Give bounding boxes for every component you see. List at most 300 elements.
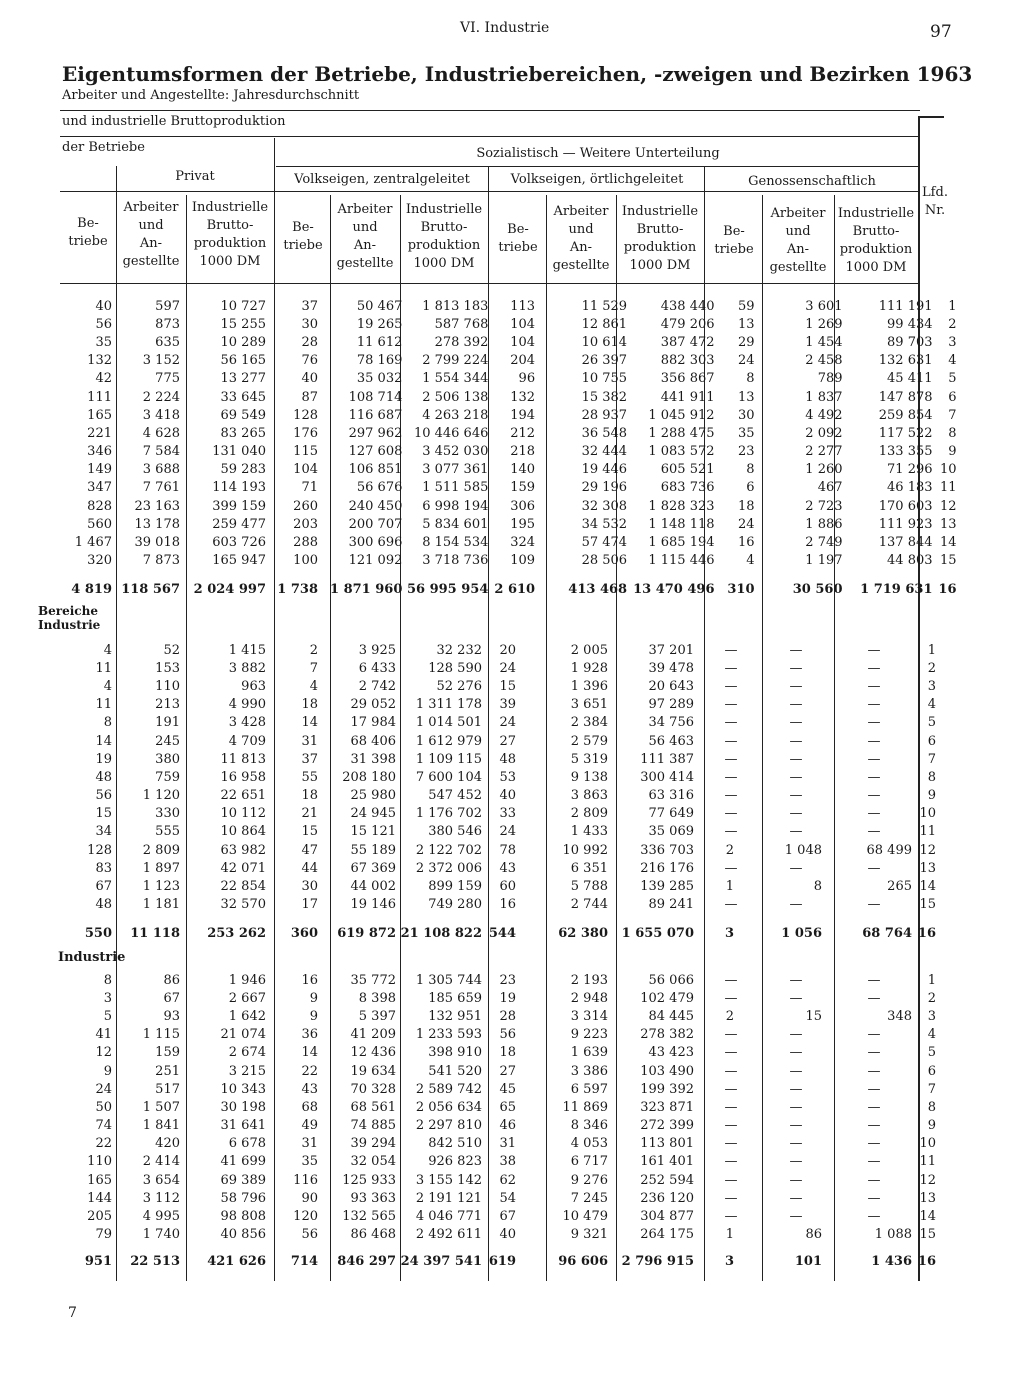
cell-betriebe-privat: 8	[103, 715, 112, 731]
cell-arbeiter-zentral: 106 851	[348, 462, 403, 478]
cell-arbeiter-privat: 3 112	[142, 1190, 180, 1206]
cell-betriebe-zentral: 17	[301, 897, 318, 913]
cell-arbeiter-privat: 873	[155, 316, 180, 332]
cell-lfd-nr: 11	[939, 480, 957, 496]
cell-produktion-zentral: 1 176 702	[415, 806, 482, 822]
table-row	[0, 659, 950, 677]
cell-betriebe-privat: 9	[103, 1063, 112, 1079]
cell-betriebe-oertlich: 40	[499, 1227, 516, 1243]
cell-arbeiter-genossen: —	[789, 715, 803, 731]
cell-betriebe-genossen: —	[724, 1081, 738, 1097]
cell-arbeiter-zentral: 19 634	[350, 1063, 396, 1079]
cell-arbeiter-oertlich: 1 928	[570, 660, 608, 676]
cell-produktion-zentral: 2 372 006	[415, 860, 482, 876]
cell-arbeiter-oertlich: 9 321	[570, 1227, 608, 1243]
cell-produktion-zentral: 1 511 585	[422, 480, 489, 496]
cell-produktion-oertlich: 252 594	[640, 1172, 694, 1188]
col-head-betriebe-zentral: Be- triebe	[283, 220, 323, 253]
cell-lfd-nr: 10	[919, 1136, 936, 1152]
cell-betriebe-genossen: —	[724, 769, 738, 785]
row-lead	[0, 479, 60, 497]
row-lead	[0, 1207, 60, 1225]
cell-arbeiter-privat: 251	[155, 1063, 180, 1079]
cell-arbeiter-zentral: 39 294	[350, 1136, 396, 1152]
cell-produktion-oertlich: 39 478	[648, 660, 694, 676]
cell-arbeiter-privat: 23 163	[134, 498, 180, 514]
cell-produktion-oertlich: 2 796 915	[621, 1254, 694, 1270]
cell-produktion-genossen: 71 296	[887, 462, 933, 478]
cell-betriebe-zentral: 90	[301, 1190, 318, 1206]
cell-arbeiter-privat: 517	[155, 1081, 180, 1097]
table-row	[0, 1007, 950, 1025]
cell-betriebe-zentral: 49	[301, 1118, 318, 1134]
row-lead	[0, 1153, 60, 1171]
cell-betriebe-zentral: 28	[301, 334, 318, 350]
cell-betriebe-oertlich: 140	[510, 462, 536, 478]
cell-lfd-nr: 9	[948, 444, 957, 460]
cell-arbeiter-zentral: 2 742	[358, 678, 396, 694]
cell-betriebe-oertlich: 45	[499, 1081, 516, 1097]
cell-produktion-privat: 10 864	[220, 824, 266, 840]
table-block-1	[0, 297, 971, 602]
cell-arbeiter-oertlich: 8 346	[570, 1118, 608, 1134]
cell-lfd-nr: 4	[927, 697, 936, 713]
cell-arbeiter-zentral: 1 871 960	[330, 582, 403, 598]
cell-arbeiter-oertlich: 36 548	[581, 425, 628, 441]
cell-betriebe-privat: 41	[95, 1027, 112, 1043]
cell-betriebe-genossen: —	[724, 860, 738, 876]
cell-arbeiter-privat: 245	[155, 733, 180, 749]
cell-arbeiter-zentral: 29 052	[350, 697, 396, 713]
cell-produktion-zentral: 8 154 534	[422, 535, 489, 551]
cell-arbeiter-privat: 1 123	[142, 879, 180, 895]
header-bottom-rule	[60, 283, 920, 284]
cell-betriebe-privat: 83	[95, 860, 112, 876]
cell-produktion-oertlich: 34 756	[648, 715, 694, 731]
col-head-betriebe-genossen: Be- triebe	[714, 224, 754, 257]
cell-betriebe-privat: 14	[95, 733, 112, 749]
cell-betriebe-zentral: 1 738	[277, 582, 318, 598]
cell-betriebe-zentral: 288	[293, 535, 318, 551]
cell-arbeiter-genossen: —	[789, 806, 803, 822]
cell-arbeiter-zentral: 41 209	[350, 1027, 396, 1043]
group-sozialistisch: Sozialistisch — Weitere Unterteilung	[476, 146, 720, 161]
cell-produktion-privat: 6 678	[228, 1136, 266, 1152]
row-lead	[0, 461, 60, 479]
cell-arbeiter-genossen: —	[789, 697, 803, 713]
cell-arbeiter-privat: 635	[155, 334, 180, 350]
cell-arbeiter-genossen: —	[789, 1027, 803, 1043]
cell-lfd-nr: 3	[948, 334, 957, 350]
cell-betriebe-genossen: —	[724, 751, 738, 767]
cell-arbeiter-oertlich: 3 651	[570, 697, 608, 713]
table-row	[0, 696, 950, 714]
table-row	[0, 989, 950, 1007]
cell-produktion-privat: 421 626	[207, 1254, 266, 1270]
cell-betriebe-zentral: 15	[301, 824, 318, 840]
cell-produktion-privat: 33 645	[220, 389, 266, 405]
cell-produktion-privat: 4 709	[228, 733, 266, 749]
cell-betriebe-privat: 35	[95, 334, 112, 350]
cell-produktion-genossen: —	[867, 660, 881, 676]
cell-betriebe-genossen: 6	[746, 480, 755, 496]
table-block-3	[0, 971, 950, 1274]
cell-arbeiter-oertlich: 29 196	[581, 480, 628, 496]
cell-produktion-genossen: —	[867, 806, 881, 822]
cell-produktion-oertlich: 1 083 572	[648, 444, 715, 460]
cell-arbeiter-genossen: —	[789, 1172, 803, 1188]
cell-produktion-genossen: 111 191	[878, 298, 933, 314]
row-lead	[0, 877, 60, 895]
cell-produktion-genossen: —	[867, 990, 881, 1006]
cell-betriebe-privat: 128	[87, 842, 112, 858]
table-total-row	[0, 578, 971, 602]
cell-arbeiter-genossen: —	[789, 751, 803, 767]
cell-arbeiter-privat: 597	[155, 298, 180, 314]
cell-arbeiter-privat: 3 418	[142, 407, 180, 423]
cell-betriebe-zentral: 7	[309, 660, 318, 676]
cell-arbeiter-zentral: 24 945	[350, 806, 396, 822]
cell-lfd-nr: 8	[927, 769, 936, 785]
cell-lfd-nr: 5	[948, 371, 957, 387]
cell-betriebe-oertlich: 65	[499, 1099, 516, 1115]
cell-produktion-privat: 2 667	[228, 990, 266, 1006]
cell-produktion-genossen: —	[867, 788, 881, 804]
cell-arbeiter-oertlich: 5 319	[570, 751, 608, 767]
cell-arbeiter-oertlich: 6 717	[570, 1154, 608, 1170]
cell-produktion-oertlich: 56 066	[648, 972, 694, 988]
row-lead	[0, 578, 60, 602]
cell-betriebe-privat: 48	[95, 769, 112, 785]
cell-arbeiter-privat: 159	[155, 1045, 180, 1061]
cell-arbeiter-oertlich: 3 863	[570, 788, 608, 804]
cell-betriebe-oertlich: 18	[499, 1045, 516, 1061]
cell-betriebe-genossen: 2	[725, 842, 734, 858]
cell-arbeiter-genossen: 30 560	[792, 582, 843, 598]
cell-produktion-privat: 2 674	[228, 1045, 266, 1061]
cell-betriebe-zentral: 176	[293, 425, 318, 441]
cell-betriebe-zentral: 2	[309, 642, 318, 658]
cell-betriebe-zentral: 31	[301, 733, 318, 749]
cell-lfd-nr: 12	[919, 1172, 936, 1188]
cell-lfd-nr: 13	[919, 1190, 936, 1206]
cell-produktion-zentral: 24 397 541	[400, 1254, 482, 1270]
cell-betriebe-zentral: 18	[301, 788, 318, 804]
cell-betriebe-genossen: 13	[737, 389, 755, 405]
cell-arbeiter-oertlich: 10 479	[562, 1209, 608, 1225]
cell-betriebe-genossen: —	[724, 788, 738, 804]
cell-produktion-oertlich: 89 241	[648, 897, 694, 913]
row-lead	[0, 1250, 60, 1274]
cell-produktion-privat: 3 215	[228, 1063, 266, 1079]
cell-arbeiter-genossen: 2 277	[805, 444, 843, 460]
header-rule-privat	[60, 191, 920, 192]
cell-arbeiter-privat: 11 118	[130, 926, 180, 942]
cell-lfd-nr: 11	[919, 1154, 936, 1170]
table-row	[0, 841, 950, 859]
cell-betriebe-oertlich: 16	[499, 897, 516, 913]
cell-arbeiter-genossen: —	[789, 733, 803, 749]
cell-arbeiter-privat: 4 995	[142, 1209, 180, 1225]
table-row	[0, 1171, 950, 1189]
cell-betriebe-oertlich: 24	[499, 715, 516, 731]
cell-betriebe-oertlich: 194	[510, 407, 536, 423]
cell-betriebe-genossen: —	[724, 1027, 738, 1043]
cell-produktion-privat: 69 549	[220, 407, 266, 423]
cell-arbeiter-privat: 555	[155, 824, 180, 840]
cell-arbeiter-privat: 1 507	[142, 1099, 180, 1115]
cell-produktion-genossen: —	[867, 769, 881, 785]
cell-produktion-genossen: 259 854	[878, 407, 933, 423]
cell-lfd-nr: 10	[939, 462, 957, 478]
cell-arbeiter-zentral: 35 772	[350, 972, 396, 988]
cell-arbeiter-oertlich: 6 597	[570, 1081, 608, 1097]
row-lead	[0, 714, 60, 732]
cell-betriebe-oertlich: 67	[499, 1209, 516, 1225]
cell-lfd-nr: 8	[927, 1099, 936, 1115]
cell-arbeiter-genossen: —	[789, 824, 803, 840]
cell-betriebe-privat: 15	[95, 806, 112, 822]
cell-arbeiter-privat: 420	[155, 1136, 180, 1152]
cell-produktion-genossen: —	[867, 1136, 881, 1152]
cell-betriebe-oertlich: 78	[499, 842, 516, 858]
cell-betriebe-oertlich: 306	[510, 498, 536, 514]
row-lead	[0, 533, 60, 551]
cell-betriebe-oertlich: 2 610	[494, 582, 536, 598]
cell-arbeiter-privat: 775	[155, 371, 180, 387]
cell-betriebe-zentral: 37	[301, 751, 318, 767]
cell-betriebe-oertlich: 27	[499, 1063, 516, 1079]
cell-arbeiter-privat: 2 224	[142, 389, 180, 405]
cell-betriebe-oertlich: 62	[499, 1172, 516, 1188]
cell-betriebe-genossen: 16	[737, 535, 755, 551]
cell-arbeiter-privat: 39 018	[134, 535, 180, 551]
cell-produktion-privat: 165 947	[212, 553, 266, 569]
cell-arbeiter-privat: 22 513	[130, 1254, 180, 1270]
cell-betriebe-privat: 3	[103, 990, 112, 1006]
row-lead	[0, 971, 60, 989]
group-zentral: Volkseigen, zentralgeleitet	[294, 172, 470, 187]
cell-produktion-genossen: —	[867, 1118, 881, 1134]
cell-arbeiter-oertlich: 26 397	[581, 353, 628, 369]
cell-betriebe-privat: 4	[103, 678, 112, 694]
cell-betriebe-zentral: 37	[301, 298, 318, 314]
cell-arbeiter-genossen: 1 837	[805, 389, 843, 405]
table-row	[0, 1117, 950, 1135]
cell-produktion-genossen: 46 183	[887, 480, 933, 496]
section-label-industrie: Industrie	[58, 950, 126, 965]
cell-betriebe-zentral: 68	[301, 1099, 318, 1115]
cell-produktion-oertlich: 103 490	[640, 1063, 694, 1079]
cell-produktion-zentral: 1 014 501	[415, 715, 482, 731]
cell-arbeiter-zentral: 19 265	[356, 316, 403, 332]
cell-arbeiter-zentral: 619 872	[337, 926, 396, 942]
cell-produktion-privat: 32 570	[220, 897, 266, 913]
cell-arbeiter-oertlich: 1 639	[570, 1045, 608, 1061]
cell-produktion-oertlich: 84 445	[648, 1008, 694, 1024]
cell-lfd-nr: 9	[927, 788, 936, 804]
cell-betriebe-privat: 828	[87, 498, 112, 514]
cell-produktion-genossen: 1 719 631	[860, 582, 933, 598]
cell-arbeiter-oertlich: 1 396	[570, 678, 608, 694]
cell-arbeiter-privat: 1 181	[142, 897, 180, 913]
row-lead	[0, 497, 60, 515]
cell-produktion-zentral: 749 280	[428, 897, 482, 913]
cell-arbeiter-oertlich: 10 992	[562, 842, 608, 858]
cell-produktion-zentral: 4 263 218	[422, 407, 489, 423]
cell-betriebe-genossen: —	[724, 1190, 738, 1206]
cell-betriebe-oertlich: 24	[499, 660, 516, 676]
cell-lfd-nr: 15	[919, 1227, 936, 1243]
cell-arbeiter-oertlich: 6 351	[570, 860, 608, 876]
cell-lfd-nr: 8	[948, 425, 957, 441]
cell-produktion-genossen: —	[867, 1172, 881, 1188]
cell-produktion-zentral: 2 506 138	[422, 389, 489, 405]
cell-lfd-nr: 6	[927, 733, 936, 749]
cell-arbeiter-oertlich: 2 948	[570, 990, 608, 1006]
cell-arbeiter-zentral: 127 608	[348, 444, 403, 460]
cell-produktion-genossen: —	[867, 642, 881, 658]
cell-arbeiter-oertlich: 4 053	[570, 1136, 608, 1152]
table-row	[0, 877, 950, 895]
cell-lfd-nr: 2	[927, 990, 936, 1006]
cell-arbeiter-genossen: —	[789, 788, 803, 804]
cell-arbeiter-privat: 1 841	[142, 1118, 180, 1134]
cell-arbeiter-genossen: —	[789, 1118, 803, 1134]
cell-arbeiter-genossen: —	[789, 678, 803, 694]
row-lead	[0, 732, 60, 750]
table-row	[0, 1189, 950, 1207]
col-head-betriebe-privat: Be- triebe	[68, 216, 108, 249]
cell-produktion-zentral: 32 232	[436, 642, 482, 658]
cell-produktion-oertlich: 102 479	[640, 990, 694, 1006]
cell-produktion-oertlich: 161 401	[640, 1154, 694, 1170]
cell-betriebe-privat: 346	[87, 444, 112, 460]
cell-produktion-genossen: —	[867, 1045, 881, 1061]
row-lead	[0, 659, 60, 677]
cell-arbeiter-oertlich: 19 446	[581, 462, 628, 478]
cell-betriebe-zentral: 30	[301, 879, 318, 895]
cell-betriebe-privat: 12	[95, 1045, 112, 1061]
cell-lfd-nr: 5	[927, 715, 936, 731]
cell-lfd-nr: 6	[948, 389, 957, 405]
cell-betriebe-oertlich: 56	[499, 1027, 516, 1043]
cell-arbeiter-oertlich: 9 223	[570, 1027, 608, 1043]
cell-arbeiter-oertlich: 10 614	[581, 334, 628, 350]
cell-arbeiter-genossen: —	[789, 1154, 803, 1170]
row-lead	[0, 1080, 60, 1098]
cell-betriebe-privat: 132	[87, 353, 112, 369]
cell-lfd-nr: 1	[927, 642, 936, 658]
cell-lfd-nr: 13	[939, 516, 957, 532]
cell-arbeiter-genossen: 8	[813, 879, 822, 895]
cell-produktion-privat: 21 074	[220, 1027, 266, 1043]
cell-arbeiter-zentral: 25 980	[350, 788, 396, 804]
cell-arbeiter-oertlich: 96 606	[558, 1254, 608, 1270]
cell-arbeiter-zentral: 78 169	[356, 353, 403, 369]
cell-lfd-nr: 16	[938, 582, 957, 598]
cell-arbeiter-zentral: 846 297	[337, 1254, 396, 1270]
cell-betriebe-oertlich: 324	[510, 535, 536, 551]
cell-betriebe-privat: 4	[103, 642, 112, 658]
cell-produktion-genossen: 68 764	[862, 926, 912, 942]
row-lead	[0, 1189, 60, 1207]
cell-lfd-nr: 1	[948, 298, 957, 314]
col-head-produktion-zentral: Industrielle Brutto- produktion 1000 DM	[405, 202, 483, 271]
cell-arbeiter-oertlich: 34 532	[581, 516, 628, 532]
label-der-betriebe: der Betriebe	[62, 140, 145, 155]
cell-betriebe-genossen: 30	[737, 407, 755, 423]
cell-betriebe-genossen: —	[724, 1063, 738, 1079]
cell-lfd-nr: 16	[917, 1254, 936, 1270]
cell-arbeiter-privat: 7 584	[142, 444, 180, 460]
cell-betriebe-genossen: 8	[746, 371, 755, 387]
cell-betriebe-zentral: 14	[301, 715, 318, 731]
cell-lfd-nr: 6	[927, 1063, 936, 1079]
cell-betriebe-oertlich: 544	[488, 926, 516, 942]
cell-betriebe-oertlich: 46	[499, 1118, 516, 1134]
cell-produktion-zentral: 899 159	[428, 879, 482, 895]
cell-betriebe-zentral: 360	[290, 926, 318, 942]
cell-betriebe-oertlich: 132	[510, 389, 536, 405]
cell-betriebe-genossen: 24	[737, 353, 755, 369]
cell-produktion-genossen: —	[867, 1209, 881, 1225]
cell-arbeiter-oertlich: 2 005	[570, 642, 608, 658]
cell-produktion-genossen: —	[867, 972, 881, 988]
cell-produktion-genossen: —	[867, 1190, 881, 1206]
cell-produktion-privat: 31 641	[220, 1118, 266, 1134]
cell-betriebe-oertlich: 15	[499, 678, 516, 694]
row-lead	[0, 1135, 60, 1153]
cell-betriebe-oertlich: 38	[499, 1154, 516, 1170]
table-row	[0, 352, 971, 370]
row-lead	[0, 352, 60, 370]
page-subtitle: Arbeiter und Angestellte: Jahresdurchschnitt	[62, 88, 360, 103]
table-row	[0, 297, 971, 315]
cell-lfd-nr: 5	[927, 1045, 936, 1061]
cell-produktion-zentral: 4 046 771	[415, 1209, 482, 1225]
cell-arbeiter-genossen: —	[789, 1045, 803, 1061]
cell-produktion-privat: 3 882	[228, 660, 266, 676]
cell-produktion-zentral: 3 077 361	[422, 462, 489, 478]
cell-arbeiter-zentral: 50 467	[356, 298, 403, 314]
cell-produktion-oertlich: 1 655 070	[621, 926, 694, 942]
cell-produktion-privat: 22 651	[220, 788, 266, 804]
cell-produktion-genossen: —	[867, 1154, 881, 1170]
row-lead	[0, 315, 60, 333]
table-row	[0, 971, 950, 989]
cell-arbeiter-genossen: 789	[817, 371, 843, 387]
section-heading: VI. Industrie	[460, 20, 550, 36]
cell-arbeiter-privat: 191	[155, 715, 180, 731]
cell-produktion-oertlich: 1 288 475	[648, 425, 715, 441]
cell-lfd-nr: 14	[919, 1209, 936, 1225]
cell-arbeiter-zentral: 31 398	[350, 751, 396, 767]
cell-produktion-oertlich: 216 176	[640, 860, 694, 876]
cell-arbeiter-zentral: 93 363	[350, 1190, 396, 1206]
spacer-row	[0, 914, 950, 922]
cell-arbeiter-zentral: 3 925	[358, 642, 396, 658]
cell-produktion-zentral: 1 813 183	[422, 298, 489, 314]
cell-arbeiter-oertlich: 3 314	[570, 1008, 608, 1024]
cell-produktion-zentral: 926 823	[428, 1154, 482, 1170]
table-row	[0, 1098, 950, 1116]
cell-betriebe-oertlich: 27	[499, 733, 516, 749]
cell-arbeiter-oertlich: 2 809	[570, 806, 608, 822]
col-head-lfd-nr: Lfd. Nr.	[922, 185, 948, 218]
cell-betriebe-oertlich: 60	[499, 879, 516, 895]
table-row	[0, 315, 971, 333]
